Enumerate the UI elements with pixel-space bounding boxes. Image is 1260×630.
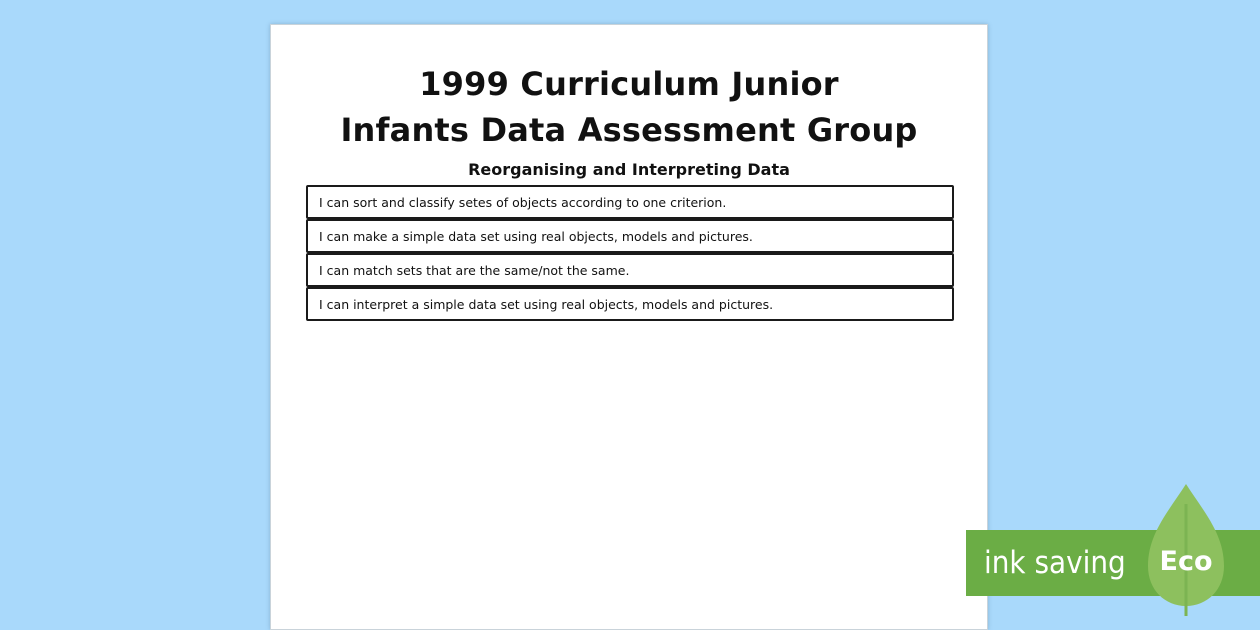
page-title <box>271 61 987 153</box>
statement-row: I can match sets that are the same/not the same. <box>306 253 954 287</box>
title-line-1: 1999 Curriculum Junior <box>419 65 839 103</box>
worksheet-page <box>270 24 988 630</box>
title-line-2: Infants Data Assessment Group <box>340 111 918 149</box>
ink-saving-label: ink saving <box>984 545 1126 581</box>
statement-row: I can interpret a simple data set using real objects, models and pictures. <box>306 287 954 321</box>
statement-row: I can sort and classify setes of objects according to one criterion. <box>306 185 954 219</box>
section-subtitle: Reorganising and Interpreting Data <box>468 160 790 179</box>
eco-label: Eco <box>1159 546 1213 577</box>
assessment-statement-list <box>306 185 954 321</box>
statement-row: I can make a simple data set using real objects, models and pictures. <box>306 219 954 253</box>
